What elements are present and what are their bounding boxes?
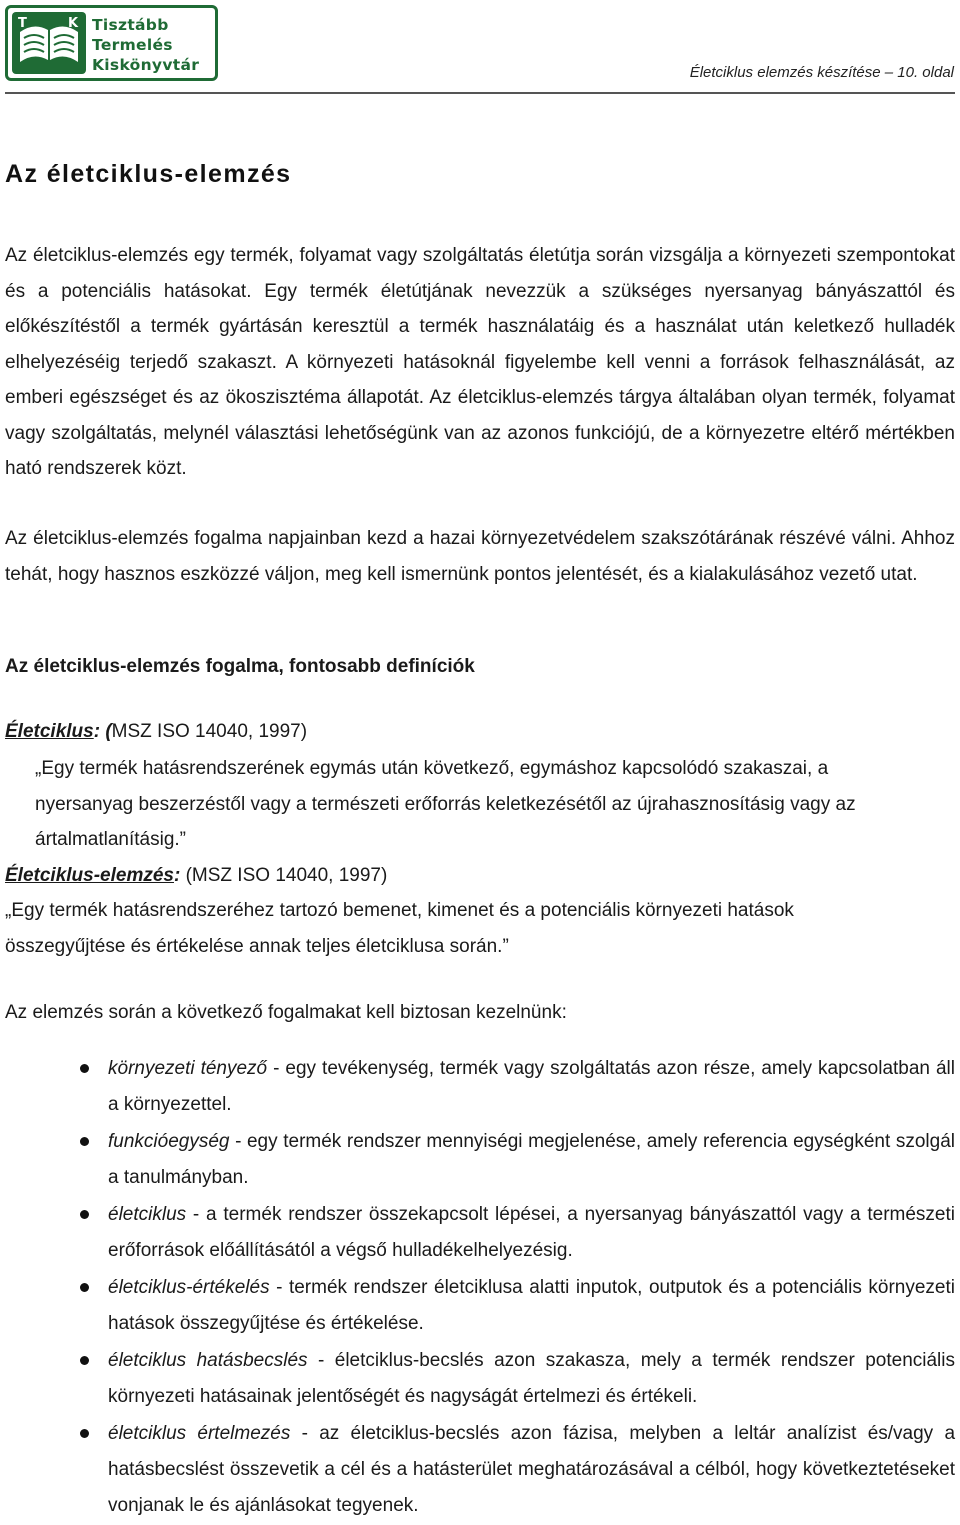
bullet-icon bbox=[80, 1137, 89, 1146]
bullet-icon bbox=[80, 1356, 89, 1365]
list-item bbox=[0, 1270, 960, 1342]
concept-term: életciklus-értékelés bbox=[108, 1277, 270, 1298]
concept-text: - termék rendszer életciklusa alatti inputok, outputok és a potenciális környezeti hatások összegyűjtése és értékelése. bbox=[108, 1277, 955, 1335]
concept-term: funkcióegység bbox=[108, 1131, 230, 1152]
definition-source: MSZ ISO 14040, 1997) bbox=[111, 721, 308, 742]
logo-line-2: Termelés bbox=[92, 36, 173, 54]
definition-source: (MSZ ISO 14040, 1997) bbox=[180, 865, 388, 886]
definition-term-line bbox=[5, 858, 387, 894]
bullet-icon bbox=[80, 1210, 89, 1219]
list-item bbox=[0, 1343, 960, 1415]
concept-term: környezeti tényező bbox=[108, 1058, 268, 1079]
definition-quote: „Egy termék hatásrendszerének egymás után következő, egymáshoz kapcsolódó szakaszai, a nyersanyag beszerzéstől vagy a természeti erőforrás keletkezésétől az újrahasznosításig vagy az ártalmatlanításig.” bbox=[35, 758, 856, 850]
definition-colon: : ( bbox=[93, 721, 112, 742]
concept-text: - életciklus-becslés azon szakasza, mely a termék rendszer potenciális környezeti hatásainak jelentőségét és nagyságát értelmezi és értékeli. bbox=[108, 1350, 956, 1408]
second-paragraph: Az életciklus-elemzés fogalma napjainban kezd a hazai környezetvédelem szakszótárának részévé válni. Ahhoz tehát, hogy hasznos eszközzé váljon, meg kell ismernünk pontos jelentését, és a kialakulásához vezető utat. bbox=[5, 528, 955, 585]
bullet-icon bbox=[80, 1429, 89, 1438]
logo-text bbox=[92, 15, 199, 75]
list-item bbox=[0, 1124, 960, 1196]
logo bbox=[5, 5, 218, 81]
concept-text: - egy tevékenység, termék vagy szolgáltatás azon része, amely kapcsolatban áll a környezettel. bbox=[108, 1058, 955, 1116]
header-divider bbox=[5, 92, 955, 94]
bullet-icon bbox=[80, 1064, 89, 1073]
section-heading: Az életciklus-elemzés fogalma, fontosabb definíciók bbox=[5, 656, 475, 677]
concept-text: - a termék rendszer összekapcsolt lépései, a nyersanyag bányászattól vagy a természeti erőforrások előállításától a végső hulladékelhelyezésig. bbox=[108, 1204, 955, 1262]
list-item bbox=[0, 1197, 960, 1269]
concepts-intro: Az elemzés során a következő fogalmakat kell biztosan kezelnünk: bbox=[5, 1002, 567, 1023]
concept-text: - az életciklus-becslés azon fázisa, melyben a leltár analízist és/vagy a hatásbecslést összevetik a cél és a hatásterület meghatározásával a célból, hogy következtetéseket vonjanak le és ajánlásokat tegyenek. bbox=[108, 1423, 956, 1517]
svg-text:T: T bbox=[18, 16, 27, 31]
logo-line-3: Kiskönyvtár bbox=[92, 56, 200, 74]
list-item bbox=[0, 1416, 960, 1525]
definition-term: Életciklus-elemzés bbox=[5, 865, 174, 886]
concept-term: életciklus hatásbecslés bbox=[108, 1350, 308, 1371]
logo-line-1: Tisztább bbox=[92, 16, 169, 34]
definition-colon: : bbox=[173, 865, 181, 886]
page-header-label: Életciklus elemzés készítése – 10. oldal bbox=[689, 64, 954, 81]
bullet-icon bbox=[80, 1283, 89, 1292]
page-title: Az életciklus-elemzés bbox=[5, 160, 292, 188]
book-logo-icon bbox=[8, 8, 92, 80]
list-item bbox=[0, 1051, 960, 1123]
concept-list bbox=[0, 1051, 960, 1525]
concept-text: - egy termék rendszer mennyiségi megjelenése, amely referencia egységként szolgál a tanulmányban. bbox=[108, 1131, 955, 1189]
svg-text:K: K bbox=[68, 16, 79, 31]
definition-term-line bbox=[5, 714, 307, 750]
concept-term: életciklus bbox=[108, 1204, 187, 1225]
definition-term: Életciklus bbox=[5, 721, 94, 742]
definition-quote: „Egy termék hatásrendszeréhez tartozó bemenet, kimenet és a potenciális környezeti hatások összegyűjtése és értékelése annak teljes életciklusa során.” bbox=[5, 900, 794, 957]
intro-paragraph: Az életciklus-elemzés egy termék, folyamat vagy szolgáltatás életútja során vizsgálja a környezeti szempontokat és a potenciális hatásokat. Egy termék életútjának nevezzük a szükséges nyersanyag bányászattól és előkészítéstől a termék gyártásán keresztül a termék használatáig és a használat után keletkező hulladék elhelyezéséig terjedő szakaszt. A környezeti hatásoknál figyelembe kell venni a források felhasználását, az emberi egészséget és az ökoszisztéma állapotát. Az életciklus-elemzés tárgya általában olyan termék, folyamat vagy szolgáltatás, melynél választási lehetőségünk van az azonos funkciójú, de a környezetre eltérő mértékben ható rendszerek közt. bbox=[5, 245, 955, 479]
concept-term: életciklus értelmezés bbox=[108, 1423, 291, 1444]
